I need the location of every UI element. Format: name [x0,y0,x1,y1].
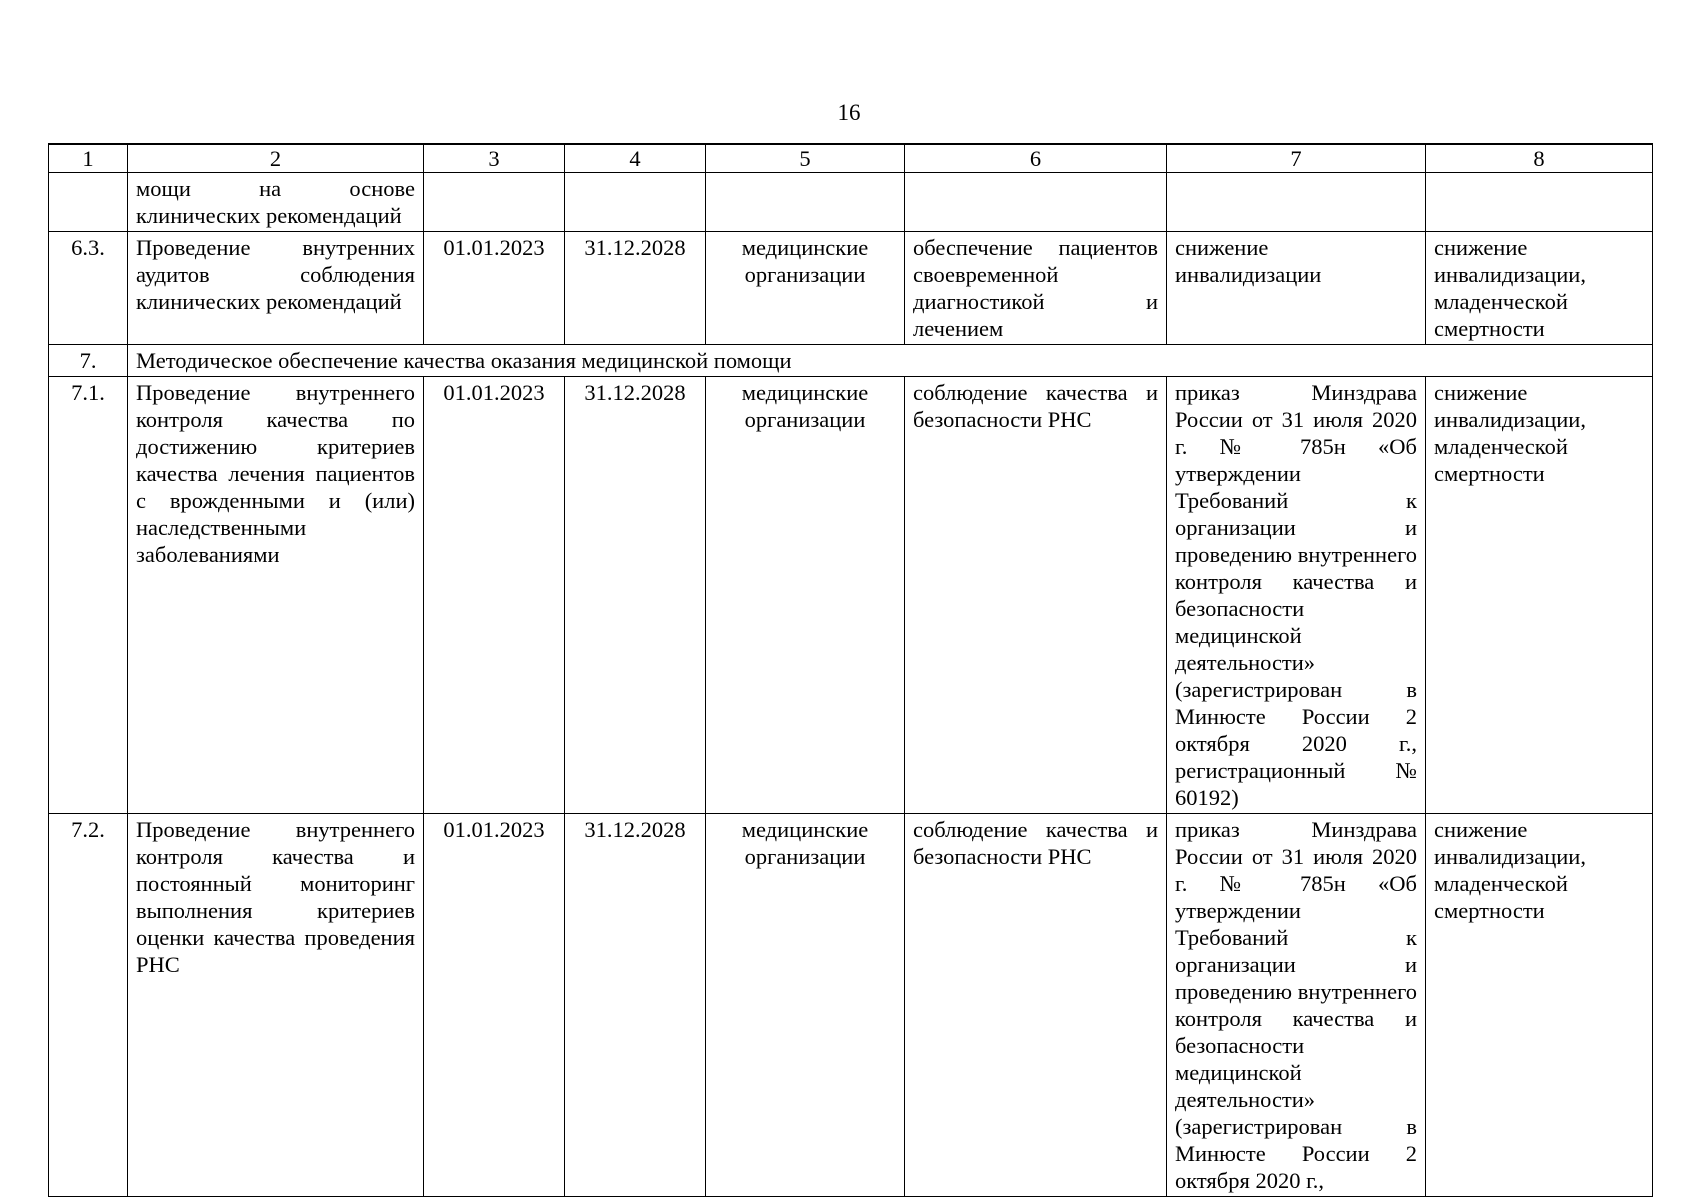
executor: медицинские организации [706,814,905,1197]
item-number [49,173,128,232]
column-header: 2 [128,144,424,173]
start-date: 01.01.2023 [424,814,565,1197]
basis: приказ Минздрава России от 31 июля 2020 г. № 785н «Об утверждении Требований к организации и проведению внутреннего контроля качества и безопасности медицинской деятельности» (зарегистрирован в Минюсте России 2 октября 2020 г., регистрационный № 60192) [1167,377,1426,814]
basis [1167,173,1426,232]
executor: медицинские организации [706,232,905,345]
expected-result: соблюдение качества и безопасности РНС [905,377,1167,814]
table-row [49,377,1653,814]
start-date: 01.01.2023 [424,377,565,814]
expected-result [905,173,1167,232]
column-number-row [49,144,1653,173]
executor [706,173,905,232]
indicator [1426,173,1653,232]
basis: снижение инвалидизации [1167,232,1426,345]
table-row [49,173,1653,232]
activity-plan-table [48,143,1653,1197]
item-name: мощи на основе клинических рекомендаций [128,173,424,232]
expected-result: соблюдение качества и безопасности РНС [905,814,1167,1197]
end-date [565,173,706,232]
column-header: 5 [706,144,905,173]
item-name: Проведение внутреннего контроля качества и постоянный мониторинг выполнения критериев оценки качества проведения РНС [128,814,424,1197]
expected-result: обеспечение пациентов своевременной диагностикой и лечением [905,232,1167,345]
item-number: 7.1. [49,377,128,814]
indicator: снижение инвалидизации, младенческой смертности [1426,814,1653,1197]
column-header: 6 [905,144,1167,173]
section-row [49,345,1653,377]
column-header: 7 [1167,144,1426,173]
item-name: Проведение внутренних аудитов соблюдения клинических рекомендаций [128,232,424,345]
indicator: снижение инвалидизации, младенческой смертности [1426,232,1653,345]
column-header: 8 [1426,144,1653,173]
section-number: 7. [49,345,128,377]
table-row [49,232,1653,345]
indicator: снижение инвалидизации, младенческой смертности [1426,377,1653,814]
item-number: 7.2. [49,814,128,1197]
column-header: 3 [424,144,565,173]
basis: приказ Минздрава России от 31 июля 2020 г. № 785н «Об утверждении Требований к организации и проведению внутреннего контроля качества и безопасности медицинской деятельности» (зарегистрирован в Минюсте России 2 октября 2020 г., [1167,814,1426,1197]
item-name: Проведение внутреннего контроля качества по достижению критериев качества лечения пациентов с врожденными и (или) наследственными заболеваниями [128,377,424,814]
executor: медицинские организации [706,377,905,814]
end-date: 31.12.2028 [565,232,706,345]
item-number: 6.3. [49,232,128,345]
column-header: 4 [565,144,706,173]
table-row [49,814,1653,1197]
start-date: 01.01.2023 [424,232,565,345]
end-date: 31.12.2028 [565,814,706,1197]
column-header: 1 [49,144,128,173]
section-title: Методическое обеспечение качества оказания медицинской помощи [128,345,1653,377]
start-date [424,173,565,232]
page-number: 16 [837,100,861,125]
end-date: 31.12.2028 [565,377,706,814]
